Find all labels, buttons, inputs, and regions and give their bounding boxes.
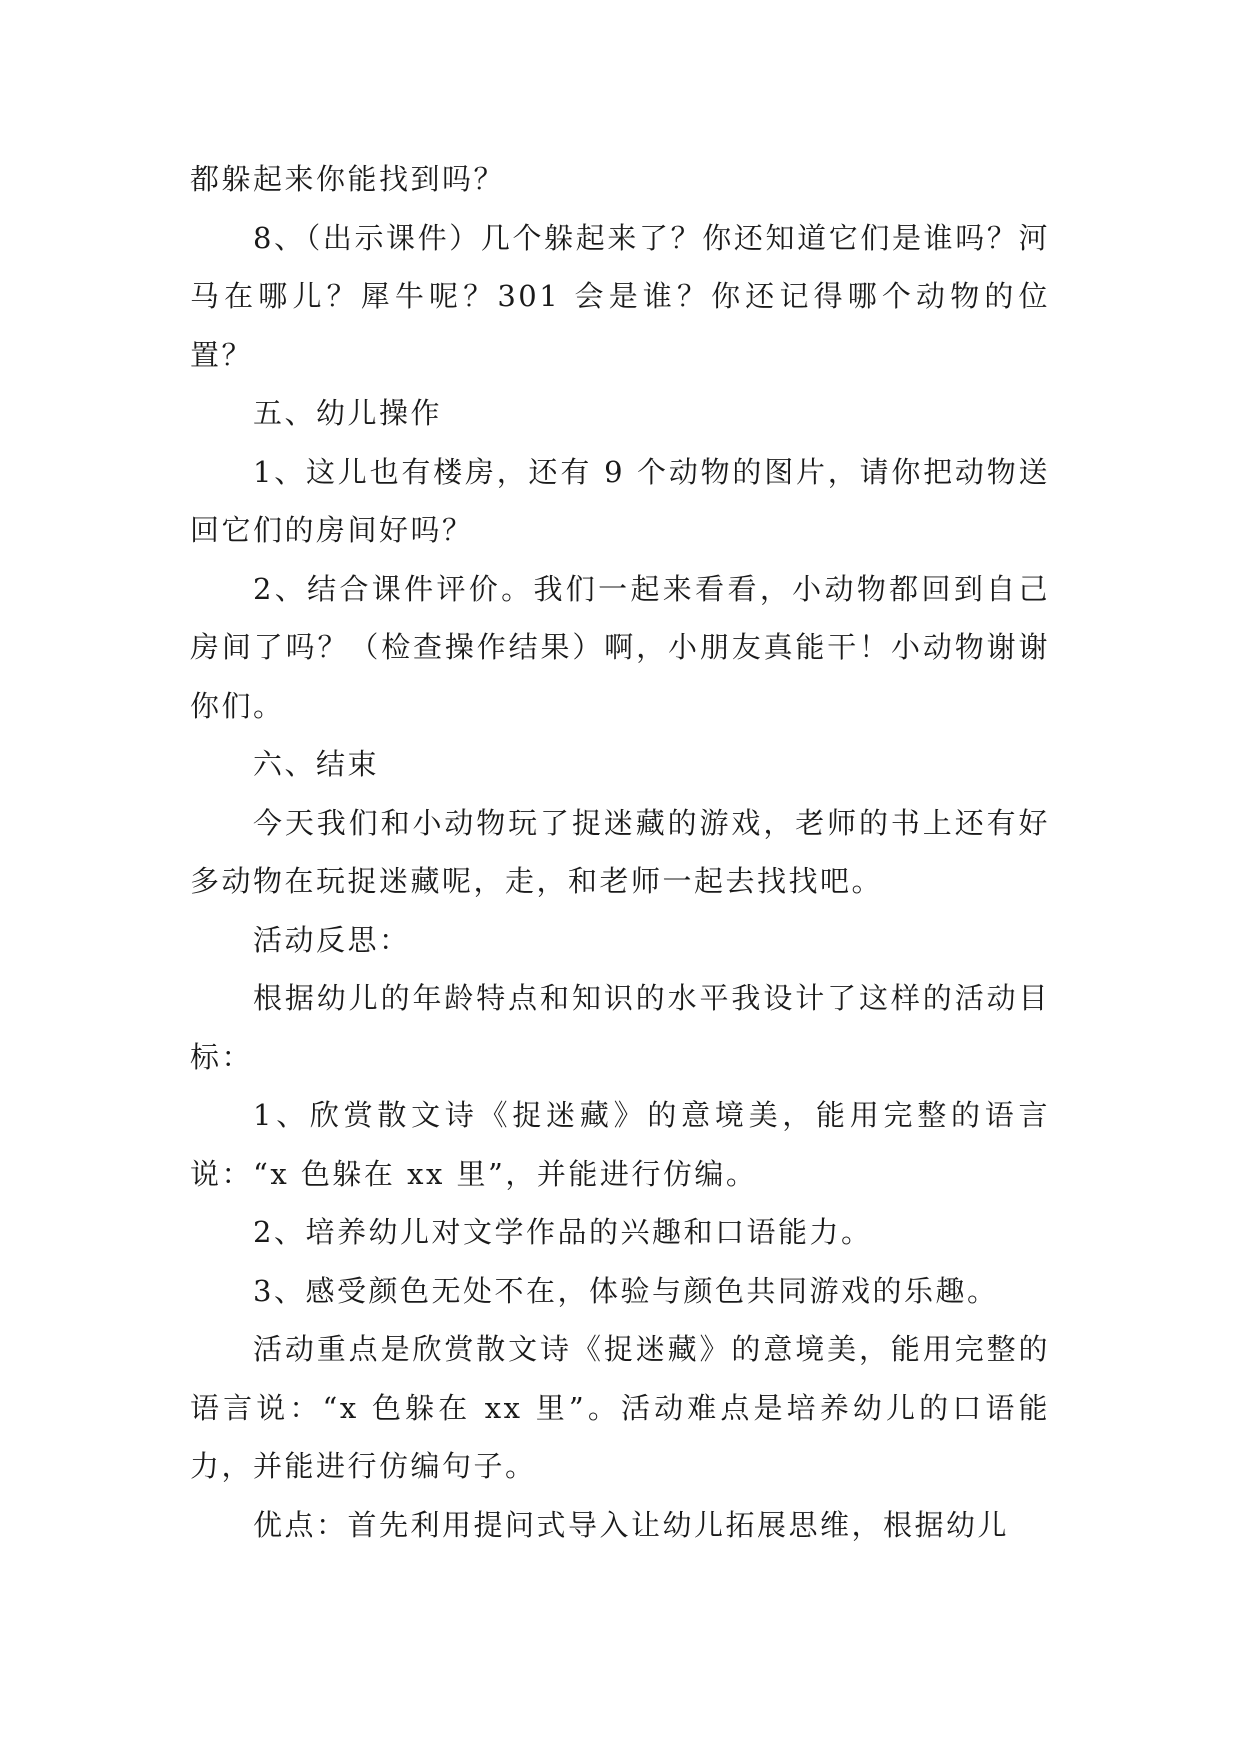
section-heading: 六、结束 [253, 747, 380, 781]
list-item: 2、培养幼儿对文学作品的兴趣和口语能力。 [253, 1215, 873, 1249]
paragraph: 今天我们和小动物玩了捉迷藏的游戏，老师的书上还有好多动物在玩捉迷藏呢，走，和老师一起去找找吧。 [190, 805, 1050, 898]
paragraph: 1、这儿也有楼房，还有 9 个动物的图片，请你把动物送回它们的房间好吗？ [190, 454, 1050, 547]
list-item: 1、欣赏散文诗《捉迷藏》的意境美，能用完整的语言说：“x 色躲在 xx 里”，并能进行仿编。 [190, 1098, 1050, 1191]
paragraph: 2、结合课件评价。我们一起来看看，小动物都回到自己房间了吗？（检查操作结果）啊，小朋友真能干！小动物谢谢你们。 [190, 571, 1050, 723]
paragraph: 根据幼儿的年龄特点和知识的水平我设计了这样的活动目标： [190, 981, 1050, 1074]
document-body [190, 150, 1050, 1554]
paragraph: 活动重点是欣赏散文诗《捉迷藏》的意境美，能用完整的语言说：“x 色躲在 xx 里”。活动难点是培养幼儿的口语能力，并能进行仿编句子。 [190, 1332, 1050, 1483]
list-item: 3、感受颜色无处不在，体验与颜色共同游戏的乐趣。 [253, 1273, 999, 1308]
section-heading: 五、幼儿操作 [253, 396, 443, 430]
paragraph: 8、（出示课件）几个躲起来了？你还知道它们是谁吗？河马在哪儿？犀牛呢？301 会是谁？你还记得哪个动物的位置？ [190, 220, 1050, 372]
section-heading: 活动反思： [253, 922, 411, 957]
paragraph: 都躲起来你能找到吗？ [190, 162, 506, 196]
paragraph: 优点：首先利用提问式导入让幼儿拓展思维，根据幼儿 [253, 1507, 1010, 1542]
